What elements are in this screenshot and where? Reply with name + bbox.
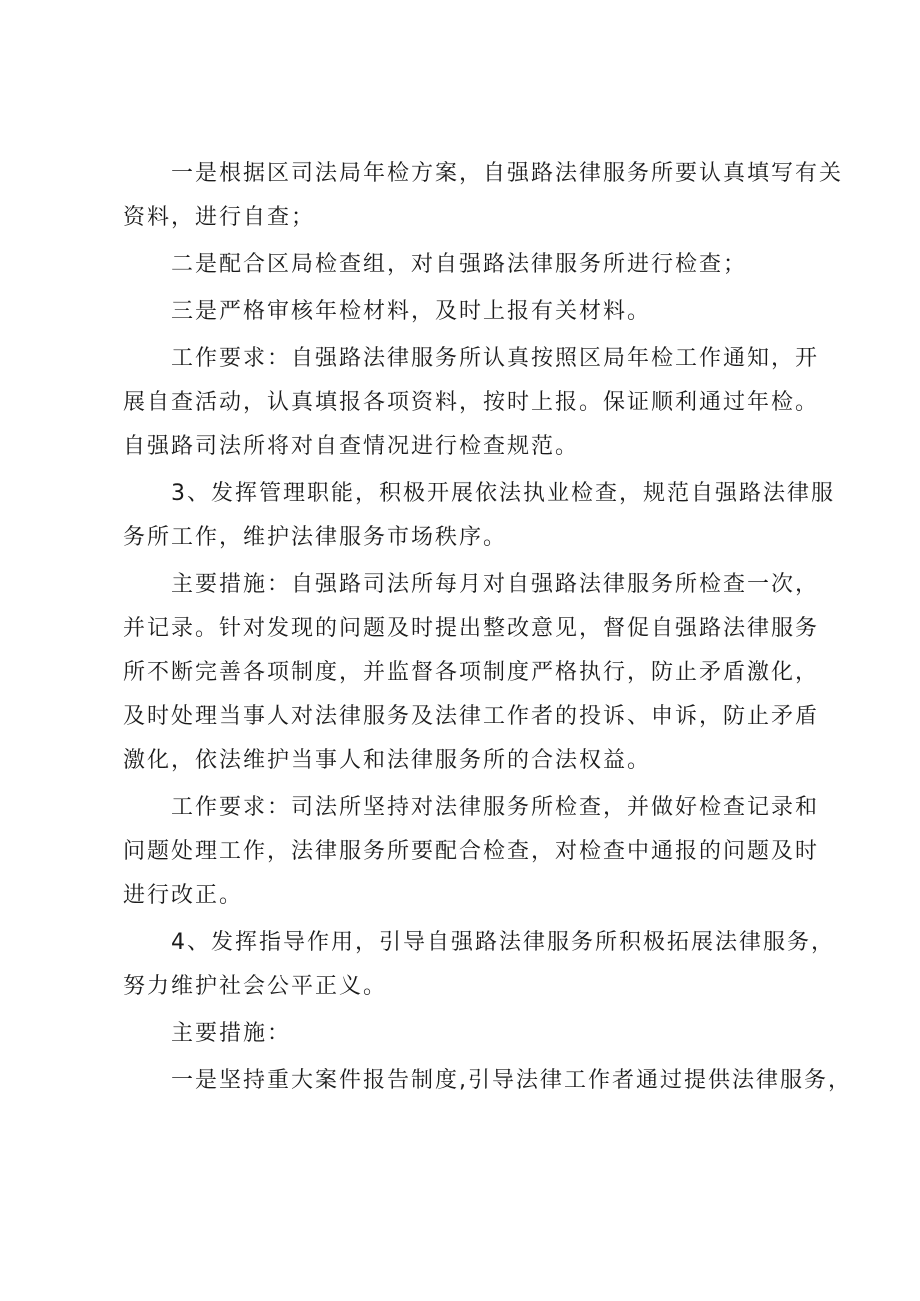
document-body xyxy=(123,152,852,1103)
text-line: 自强路司法所将对自查情况进行检查规范。 xyxy=(123,434,580,459)
text-line: 工作要求：自强路法律服务所认真按照区局年检工作通知，开 xyxy=(171,346,820,371)
text-line: 进行改正。 xyxy=(123,883,244,908)
text-line: 展自查活动，认真填报各项资料，按时上报。保证顺利通过年检。 xyxy=(123,390,820,415)
text-line: 工作要求：司法所坚持对法律服务所检查，并做好检查记录和 xyxy=(171,795,820,820)
text-line: 3、发挥管理职能，积极开展依法执业检查，规范自强路法律服 xyxy=(171,481,835,506)
text-line: 三是严格审核年检材料，及时上报有关材料。 xyxy=(171,299,652,324)
paragraph-section-3-heading xyxy=(123,472,835,560)
paragraph-main-measures-1 xyxy=(123,563,823,783)
paragraph-main-measures-2 xyxy=(123,1012,823,1056)
paragraph-work-requirements-2 xyxy=(123,786,823,918)
text-line: 主要措施：自强路司法所每月对自强路法律服务所检查一次， xyxy=(171,572,820,597)
paragraph-major-case-report xyxy=(123,1059,852,1103)
paragraph-work-requirements-1 xyxy=(123,337,823,469)
text-line: 并记录。针对发现的问题及时提出整改意见，督促自强路法律服务 xyxy=(123,616,820,641)
text-line: 二是配合区局检查组，对自强路法律服务所进行检查； xyxy=(171,252,748,277)
paragraph-annual-check-3 xyxy=(123,290,823,334)
text-line: 及时处理当事人对法律服务及法律工作者的投诉、申诉，防止矛盾 xyxy=(123,704,820,729)
paragraph-annual-check-1 xyxy=(123,152,844,240)
text-line: 资料，进行自查； xyxy=(123,205,316,230)
text-line: 4、发挥指导作用，引导自强路法律服务所积极拓展法律服务， xyxy=(171,930,835,955)
text-line: 主要措施： xyxy=(171,1021,292,1046)
text-line: 所不断完善各项制度，并监督各项制度严格执行，防止矛盾激化， xyxy=(123,660,820,685)
text-line: 激化，依法维护当事人和法律服务所的合法权益。 xyxy=(123,748,652,773)
paragraph-annual-check-2 xyxy=(123,243,823,287)
text-line: 务所工作，维护法律服务市场秩序。 xyxy=(123,525,508,550)
text-line: 一是根据区司法局年检方案，自强路法律服务所要认真填写有关 xyxy=(171,161,844,186)
text-line: 努力维护社会公平正义。 xyxy=(123,974,388,999)
paragraph-section-4-heading xyxy=(123,921,835,1009)
text-line: 一是坚持重大案件报告制度,引导法律工作者通过提供法律服务， xyxy=(171,1068,852,1093)
text-line: 问题处理工作，法律服务所要配合检查，对检查中通报的问题及时 xyxy=(123,839,820,864)
